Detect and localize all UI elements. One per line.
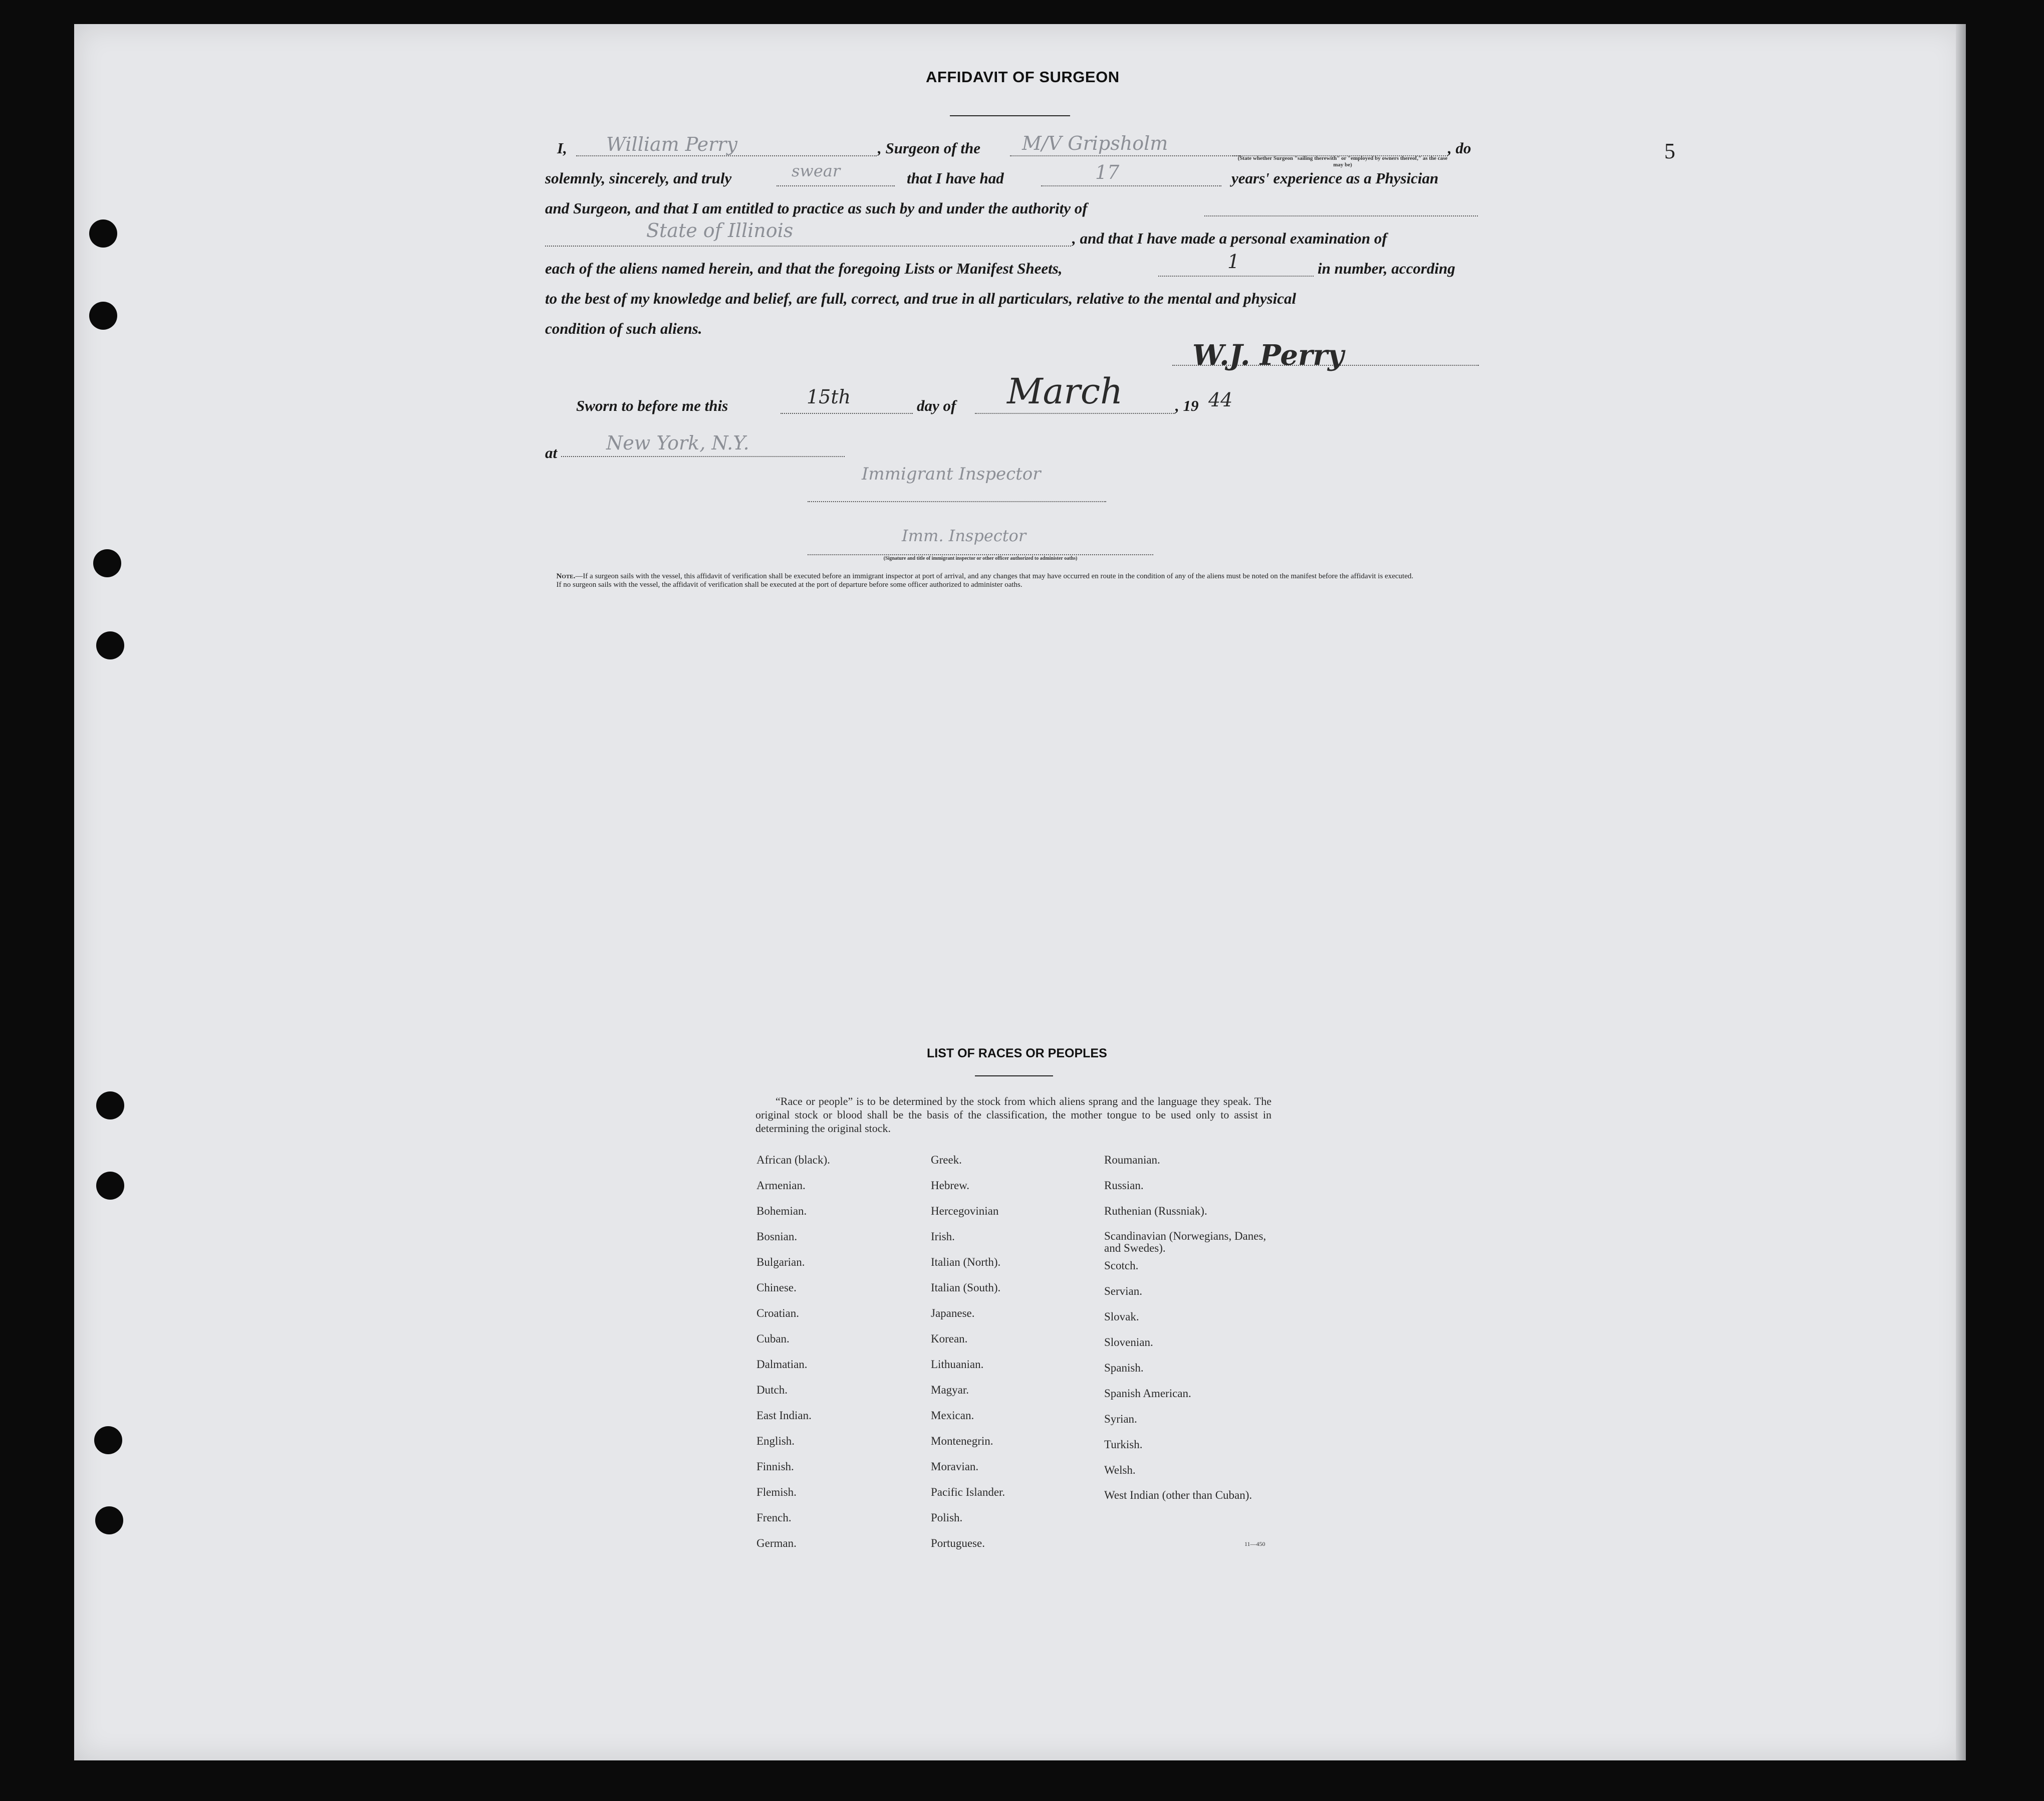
races-intro: “Race or people” is to be determined by the stock from which aliens sprang and the language they speak. The original stock or blood shall be the basis of the classification, the mother tongue to be used only to assist in determining the original stock.: [755, 1095, 1271, 1135]
race-item: Ruthenian (Russniak).: [1104, 1205, 1207, 1217]
punch-hole: [96, 1091, 124, 1119]
affidavit-line-2a: solemnly, sincerely, and truly: [545, 169, 732, 187]
handwritten-day: 15th: [807, 386, 851, 408]
race-item: English.: [756, 1435, 795, 1447]
handwritten-place: New York, N.Y.: [606, 432, 749, 454]
handwritten-month: March: [1007, 371, 1123, 412]
race-item: Montenegrin.: [931, 1435, 993, 1447]
officer-caption: (Signature and title of immigrant inspector or other officer authorized to administer oaths): [883, 556, 1078, 561]
race-item: Spanish American.: [1104, 1387, 1191, 1400]
race-item: Spanish.: [1104, 1362, 1144, 1374]
race-item: Portuguese.: [931, 1537, 985, 1549]
race-item: Mexican.: [931, 1409, 974, 1422]
paper-edge: [1956, 24, 1966, 1760]
race-item: Japanese.: [931, 1307, 975, 1319]
race-item: Polish.: [931, 1511, 963, 1524]
handwritten-authority: State of Illinois: [646, 219, 794, 242]
race-item: Servian.: [1104, 1285, 1143, 1297]
race-item: Magyar.: [931, 1384, 969, 1396]
punch-hole: [94, 1426, 122, 1454]
title-rule: [950, 115, 1070, 116]
race-item: Lithuanian.: [931, 1358, 984, 1371]
surgeon-signature: W.J. Perry: [1192, 339, 1344, 372]
officer-signature-line: [808, 482, 1106, 502]
officer-signature: Immigrant Inspector: [862, 464, 1041, 484]
page-number: 5: [1664, 139, 1675, 163]
races-column-2: [931, 1154, 1005, 1562]
affidavit-line-1a: I,: [557, 139, 567, 157]
race-item: Italian (North).: [931, 1256, 1001, 1268]
race-item: Russian.: [1104, 1179, 1144, 1192]
authority-field-b: [545, 227, 1071, 247]
handwritten-oath: swear: [792, 161, 841, 180]
race-item: German.: [756, 1537, 797, 1549]
race-item: Irish.: [931, 1230, 955, 1243]
handwritten-sheets: 1: [1227, 251, 1240, 273]
affidavit-line-2c: years' experience as a Physician: [1231, 169, 1439, 187]
affidavit-line-1b: , Surgeon of the: [878, 139, 980, 157]
years-field: [1041, 166, 1221, 186]
at-label: at: [545, 444, 558, 462]
race-item: Bulgarian.: [756, 1256, 805, 1268]
race-item: Dutch.: [756, 1384, 788, 1396]
affidavit-line-2b: that I have had: [907, 169, 1004, 187]
sworn-text-c: , 19: [1175, 397, 1199, 414]
race-item: Welsh.: [1104, 1464, 1136, 1476]
race-item: Dalmatian.: [756, 1358, 808, 1371]
affidavit-line-4: , and that I have made a personal examination of: [1072, 230, 1387, 247]
races-column-1: [756, 1154, 830, 1562]
race-item: Hercegovinian: [931, 1205, 999, 1217]
race-item: Scotch.: [1104, 1259, 1139, 1272]
race-item: Chinese.: [756, 1281, 797, 1294]
officer-title-line: [808, 533, 1153, 555]
affidavit-line-1c: , do: [1448, 139, 1471, 157]
affidavit-title: AFFIDAVIT OF SURGEON: [926, 68, 1120, 86]
note-text-2: If no surgeon sails with the vessel, the affidavit of verification shall be executed at the port of departure before some officer authorized to administer oaths.: [556, 581, 1023, 589]
surgeon-status-note: (State whether Surgeon "sailing therewith" or "employed by owners thereof," as the case may be): [1237, 155, 1448, 168]
race-item: Cuban.: [756, 1332, 790, 1345]
race-item: Italian (South).: [931, 1281, 1001, 1294]
document-sheet: [74, 24, 1965, 1760]
sworn-text-a: Sworn to before me this: [576, 397, 728, 414]
affidavit-line-6: to the best of my knowledge and belief, are full, correct, and true in all particulars, relative to the mental and physical: [545, 290, 1297, 307]
officer-title: Imm. Inspector: [902, 526, 1027, 545]
handwritten-years: 17: [1095, 161, 1120, 183]
affidavit-line-5a: each of the aliens named herein, and that the foregoing Lists or Manifest Sheets,: [545, 260, 1063, 277]
race-item: Pacific Islander.: [931, 1486, 1005, 1498]
races-rule: [975, 1075, 1053, 1076]
affidavit-line-7: condition of such aliens.: [545, 320, 702, 337]
race-item: Finnish.: [756, 1460, 794, 1473]
race-item: East Indian.: [756, 1409, 812, 1422]
authority-field-a: [1204, 196, 1478, 216]
races-title: LIST OF RACES OR PEOPLES: [927, 1046, 1107, 1060]
race-item: Turkish.: [1104, 1438, 1143, 1451]
race-item: Bohemian.: [756, 1205, 807, 1217]
punch-hole: [93, 549, 121, 577]
punch-hole: [95, 1506, 123, 1534]
race-item: Greek.: [931, 1154, 962, 1166]
punch-hole: [89, 219, 117, 248]
race-item: French.: [756, 1511, 792, 1524]
race-item: Korean.: [931, 1332, 968, 1345]
sworn-text-b: day of: [917, 397, 956, 414]
note-label: Note.: [556, 572, 576, 580]
race-item: Roumanian.: [1104, 1154, 1160, 1166]
race-item: Scandinavian (Norwegians, Danes, and Swedes).: [1104, 1230, 1266, 1254]
race-item: Syrian.: [1104, 1413, 1137, 1425]
race-item: Flemish.: [756, 1486, 797, 1498]
handwritten-name: William Perry: [606, 133, 737, 155]
race-item: Moravian.: [931, 1460, 979, 1473]
race-item: Croatian.: [756, 1307, 799, 1319]
note-text-1: —If a surgeon sails with the vessel, this affidavit of verification shall be executed before an immigrant inspector at port of arrival, and any changes that may have occurred en route in the condition of any of the aliens must be noted on the manifest before the affidavit is executed.: [575, 572, 1414, 580]
affidavit-line-5b: in number, according: [1318, 260, 1455, 277]
race-item: Slovak.: [1104, 1310, 1139, 1323]
race-item: West Indian (other than Cuban).: [1104, 1489, 1252, 1501]
race-item: Armenian.: [756, 1179, 806, 1192]
race-item: Hebrew.: [931, 1179, 970, 1192]
handwritten-year: 44: [1208, 389, 1233, 411]
race-item: Bosnian.: [756, 1230, 798, 1243]
handwritten-vessel: M/V Gripsholm: [1022, 132, 1168, 154]
form-code: 11—450: [1244, 1540, 1265, 1547]
punch-hole: [96, 631, 124, 659]
race-item: African (black).: [756, 1154, 830, 1166]
race-item: Slovenian.: [1104, 1336, 1153, 1348]
races-column-3: [1104, 1154, 1274, 1515]
surgeon-status-field: [1232, 136, 1448, 156]
affidavit-line-3: and Surgeon, and that I am entitled to practice as such by and under the authority of: [545, 199, 1088, 217]
punch-hole: [96, 1172, 124, 1200]
punch-hole: [89, 302, 117, 330]
affidavit-note: [545, 572, 1477, 589]
